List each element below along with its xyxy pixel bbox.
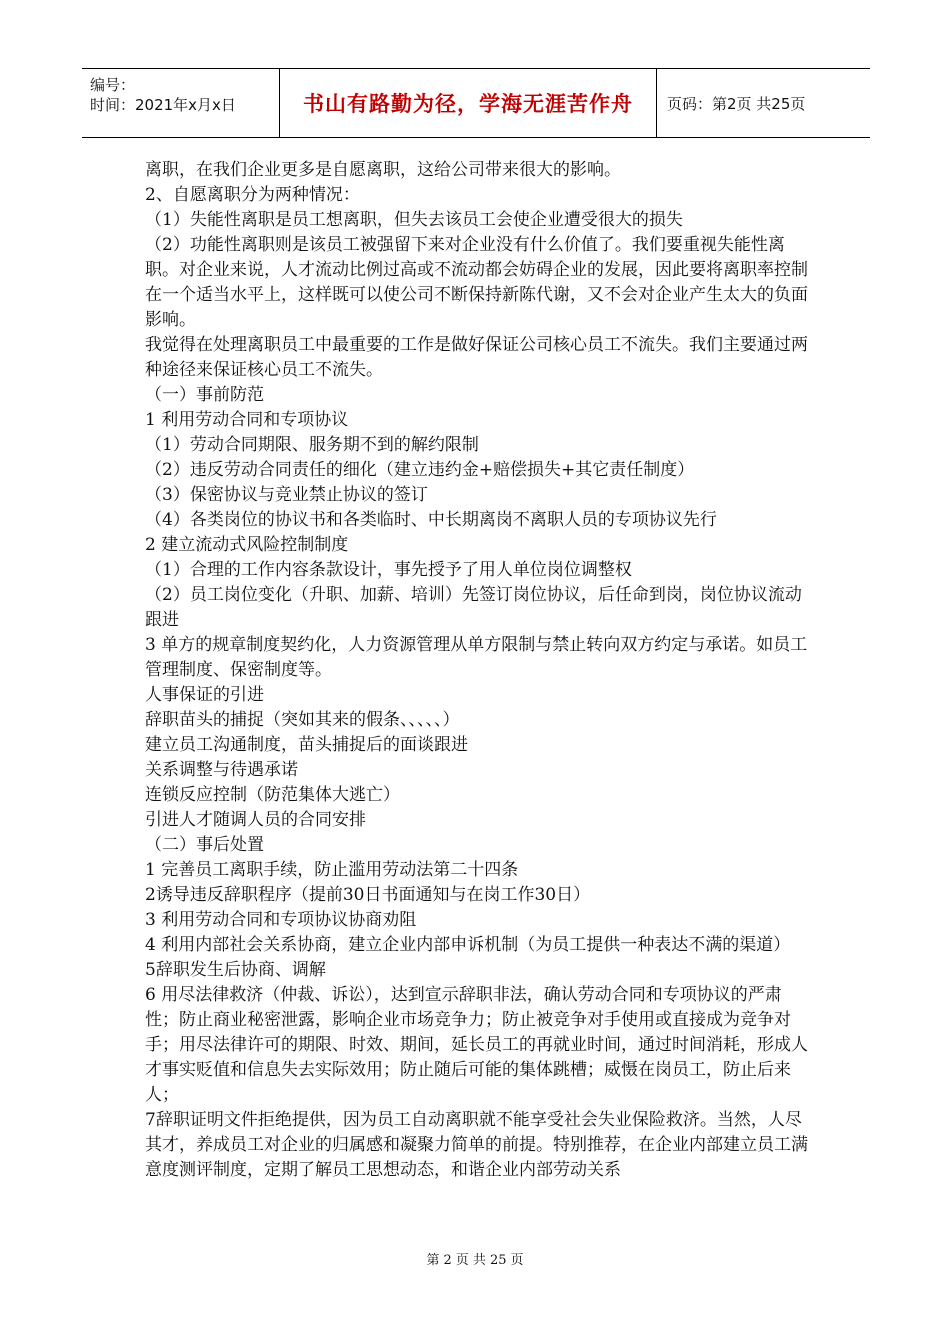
paragraph: （4）各类岗位的协议书和各类临时、中长期离岗不离职人员的专项协议先行: [145, 510, 717, 530]
paragraph: 2诱导违反辞职程序（提前30日书面通知与在岗工作30日）: [145, 885, 591, 905]
paragraph: 4 利用内部社会关系协商，建立企业内部申诉机制（为员工提供一种表达不满的渠道）: [145, 935, 791, 955]
paragraph: 我觉得在处理离职员工中最重要的工作是做好保证公司核心员工不流失。我们主要通过两种途径来保证核心员工不流失。: [145, 335, 808, 380]
header-meta: [82, 69, 280, 137]
paragraph: 7辞职证明文件拒绝提供，因为员工自动离职就不能享受社会失业保险救济。当然，人尽其才，养成员工对企业的归属感和凝聚力简单的前提。特别推荐，在企业内部建立员工满意度测评制度，定期了解员工思想动态，和谐企业内部劳动关系: [145, 1110, 808, 1180]
paragraph: 6 用尽法律救济（仲裁、诉讼），达到宣示辞职非法，确认劳动合同和专项协议的严肃性；防止商业秘密泄露，影响企业市场竞争力；防止被竞争对手使用或直接成为竞争对手；用尽法律许可的期限、时效、期间，延长员工的再就业时间，通过时间消耗，形成人才事实贬值和信息失去实际效用；防止随后可能的集体跳槽；威慑在岗员工，防止后来人；: [145, 985, 808, 1105]
footer-mid: 页 共: [455, 1253, 486, 1268]
number-label: 编号：: [90, 76, 136, 94]
paragraph: （1）合理的工作内容条款设计，事先授予了用人单位岗位调整权: [145, 560, 632, 580]
page-footer: [0, 1249, 950, 1268]
paragraph: 辞职苗头的捕捉（突如其来的假条、、、、、）: [145, 710, 460, 730]
footer-page-number: 2: [443, 1253, 452, 1268]
header-page-label: 页码：第2页 共25页: [667, 94, 806, 113]
paragraph: 人事保证的引进: [145, 685, 264, 705]
paragraph: 引进人才随调人员的合同安排: [145, 810, 366, 830]
paragraph: 建立员工沟通制度，苗头捕捉后的面谈跟进: [145, 735, 468, 755]
paragraph: （1）劳动合同期限、服务期不到的解约限制: [145, 435, 479, 455]
paragraph: 3 利用劳动合同和专项协议协商劝阻: [145, 910, 417, 930]
paragraph: 3 单方的规章制度契约化，人力资源管理从单方限制与禁止转向双方约定与承诺。如员工管理制度、保密制度等。: [145, 635, 808, 680]
paragraph: 离职，在我们企业更多是自愿离职，这给公司带来很大的影响。: [145, 160, 621, 180]
section-heading: （一）事前防范: [145, 385, 264, 405]
header-motto: 书山有路勤为径，学海无涯苦作舟: [280, 69, 657, 137]
paragraph: （2）功能性离职则是该员工被强留下来对企业没有什么价值了。我们要重视失能性离职。对企业来说，人才流动比例过高或不流动都会妨碍企业的发展，因此要将离职率控制在一个适当水平上，这样既可以使公司不断保持新陈代谢，又不会对企业产生太大的负面影响。: [145, 235, 808, 330]
footer-suffix: 页: [510, 1253, 524, 1268]
paragraph: （3）保密协议与竞业禁止协议的签订: [145, 485, 428, 505]
paragraph: 5辞职发生后协商、调解: [145, 960, 326, 980]
paragraph: 1 完善员工离职手续，防止滥用劳动法第二十四条: [145, 860, 519, 880]
footer-total-pages: 25: [489, 1253, 507, 1268]
section-heading: （二）事后处置: [145, 835, 264, 855]
footer-prefix: 第: [426, 1253, 440, 1268]
document-body: [145, 158, 809, 1183]
paragraph: （1）失能性离职是员工想离职，但失去该员工会使企业遭受很大的损失: [145, 210, 683, 230]
paragraph: 连锁反应控制（防范集体大逃亡）: [145, 785, 400, 805]
date-label: 时间：2021年x月x日: [90, 96, 236, 114]
paragraph: 2 建立流动式风险控制制度: [145, 535, 349, 555]
page-header: [82, 68, 870, 138]
paragraph: （2）员工岗位变化（升职、加薪、培训）先签订岗位协议，后任命到岗，岗位协议流动跟进: [145, 585, 802, 630]
paragraph: 2、自愿离职分为两种情况：: [145, 185, 360, 205]
paragraph: 关系调整与待遇承诺: [145, 760, 298, 780]
paragraph: （2）违反劳动合同责任的细化（建立违约金+赔偿损失+其它责任制度）: [145, 460, 695, 480]
paragraph: 1 利用劳动合同和专项协议: [145, 410, 349, 430]
